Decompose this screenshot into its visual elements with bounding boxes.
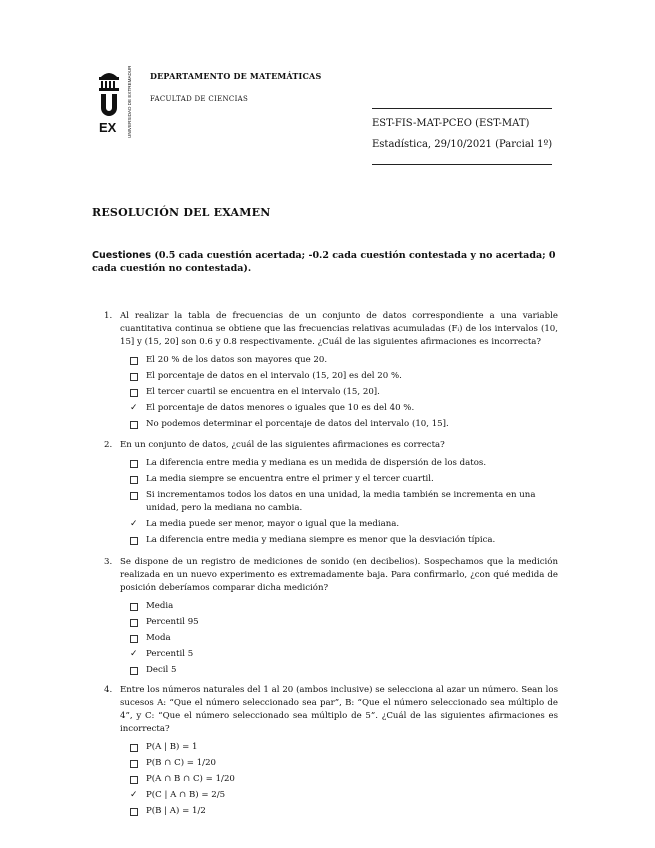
checkbox-icon — [130, 635, 138, 643]
answer-option[interactable] — [130, 418, 558, 431]
answer-option[interactable] — [130, 489, 558, 515]
checkbox-icon — [130, 460, 138, 468]
exam-info: Estadística, 29/10/2021 (Parcial 1º) — [372, 139, 553, 150]
answer-option[interactable] — [130, 518, 558, 531]
answer-option[interactable] — [130, 616, 558, 629]
option-text: El porcentaje de datos menores o iguales que 10 es del 40 %. — [146, 403, 415, 413]
department-name: DEPARTAMENTO DE MATEMÁTICAS — [150, 71, 322, 81]
checkbox-icon — [130, 492, 138, 500]
question-number: 3. — [104, 557, 113, 567]
checkbox-icon — [130, 537, 138, 545]
question-number: 4. — [104, 685, 113, 695]
course-code: EST-FIS-MAT-PCEO (EST-MAT) — [372, 118, 530, 129]
option-text: Percentil 95 — [146, 617, 199, 627]
checkmark-icon: ✓ — [130, 790, 138, 800]
answer-option[interactable] — [130, 354, 558, 367]
checkmark-icon: ✓ — [130, 519, 138, 529]
checkbox-icon — [130, 421, 138, 429]
uex-logo-icon — [98, 66, 138, 142]
answer-option[interactable] — [130, 473, 558, 486]
option-text: El 20 % de los datos son mayores que 20. — [146, 355, 328, 365]
question-3 — [104, 556, 558, 680]
options-list — [130, 354, 558, 431]
cuestiones-heading — [92, 249, 558, 275]
answer-option[interactable] — [130, 664, 558, 677]
checkbox-icon — [130, 744, 138, 752]
option-text: Si incrementamos todos los datos en una unidad, la media también se incrementa en una unidad, pero la mediana no cambia. — [146, 490, 536, 513]
answer-option[interactable] — [130, 402, 558, 415]
option-text: El tercer cuartil se encuentra en el intervalo (15, 20]. — [146, 387, 380, 397]
option-text: P(A ∩ B ∩ C) = 1/20 — [146, 774, 235, 784]
checkbox-icon — [130, 808, 138, 816]
checkmark-icon: ✓ — [130, 403, 138, 413]
option-text: Decil 5 — [146, 665, 177, 675]
checkbox-icon — [130, 760, 138, 768]
option-text: P(C | A ∩ B) = 2/5 — [146, 790, 226, 800]
question-4 — [104, 684, 558, 821]
svg-text:UNIVERSIDAD DE EXTREMADURA: UNIVERSIDAD DE EXTREMADURA — [127, 66, 132, 138]
checkbox-icon — [130, 619, 138, 627]
question-2 — [104, 439, 558, 550]
question-1 — [104, 310, 558, 434]
checkbox-icon — [130, 776, 138, 784]
checkbox-icon — [130, 357, 138, 365]
answer-option[interactable] — [130, 773, 558, 786]
option-text: La diferencia entre media y mediana siempre es menor que la desviación típica. — [146, 535, 496, 545]
answer-option[interactable] — [130, 600, 558, 613]
answer-option[interactable] — [130, 789, 558, 802]
question-text: En un conjunto de datos, ¿cuál de las siguientes afirmaciones es correcta? — [120, 440, 445, 450]
header-rule-bottom — [372, 164, 552, 165]
question-text: Entre los números naturales del 1 al 20 (ambos inclusive) se selecciona al azar un número. Sean los sucesos A: “Que el número seleccionado sea par”, B: “Que el número seleccionado sea múltiplo de 4”, y C: “Que el número seleccionado sea múltiplo de 5”. ¿Cuál de las siguientes afirmaciones es incorrecta? — [120, 685, 558, 734]
question-text: Al realizar la tabla de frecuencias de un conjunto de datos correspondiente a una variable cuantitativa continua se obtiene que las frecuencias relativas acumuladas (Fᵢ) de los intervalos (10, 15] y (15, 20] son 0.6 y 0.8 respectivamente. ¿Cuál de las siguientes afirmaciones es incorrecta? — [120, 311, 558, 347]
options-list — [130, 741, 558, 818]
checkbox-icon — [130, 667, 138, 675]
question-number: 2. — [104, 440, 113, 450]
checkbox-icon — [130, 476, 138, 484]
option-text: La diferencia entre media y mediana es un medida de dispersión de los datos. — [146, 458, 487, 468]
cuestiones-scoring: (0.5 cada cuestión acertada; -0.2 cada cuestión contestada y no acertada; 0 cada cuestión no contestada). — [92, 250, 556, 274]
answer-option[interactable] — [130, 370, 558, 383]
svg-text:EX: EX — [99, 120, 117, 135]
answer-option[interactable] — [130, 386, 558, 399]
option-text: Media — [146, 601, 174, 611]
option-text: No podemos determinar el porcentaje de datos del intervalo (10, 15]. — [146, 419, 449, 429]
options-list — [130, 457, 558, 547]
header-rule-top — [372, 108, 552, 109]
option-text: El porcentaje de datos en el intervalo (15, 20] es del 20 %. — [146, 371, 402, 381]
option-text: Moda — [146, 633, 171, 643]
checkbox-icon — [130, 389, 138, 397]
checkbox-icon — [130, 373, 138, 381]
question-text: Se dispone de un registro de mediciones de sonido (en decibelios). Sospechamos que la medición realizada en un nuevo experimento es extremadamente baja. Para confirmarlo, ¿con qué medida de posición deberíamos comparar dicha medición? — [120, 557, 558, 593]
checkmark-icon: ✓ — [130, 649, 138, 659]
question-number: 1. — [104, 311, 113, 321]
page-title: RESOLUCIÓN DEL EXAMEN — [92, 206, 271, 219]
answer-option[interactable] — [130, 632, 558, 645]
answer-option[interactable] — [130, 741, 558, 754]
cuestiones-label: Cuestiones — [92, 250, 152, 261]
answer-option[interactable] — [130, 457, 558, 470]
answer-option[interactable] — [130, 757, 558, 770]
option-text: P(B | A) = 1/2 — [146, 806, 206, 816]
answer-option[interactable] — [130, 805, 558, 818]
option-text: Percentil 5 — [146, 649, 194, 659]
option-text: P(B ∩ C) = 1/20 — [146, 758, 217, 768]
answer-option[interactable] — [130, 534, 558, 547]
options-list — [130, 600, 558, 677]
option-text: La media puede ser menor, mayor o igual que la mediana. — [146, 519, 400, 529]
answer-option[interactable] — [130, 648, 558, 661]
university-logo — [98, 66, 138, 142]
checkbox-icon — [130, 603, 138, 611]
faculty-name: FACULTAD DE CIENCIAS — [150, 95, 249, 103]
option-text: P(A | B) = 1 — [146, 742, 198, 752]
option-text: La media siempre se encuentra entre el primer y el tercer cuartil. — [146, 474, 434, 484]
